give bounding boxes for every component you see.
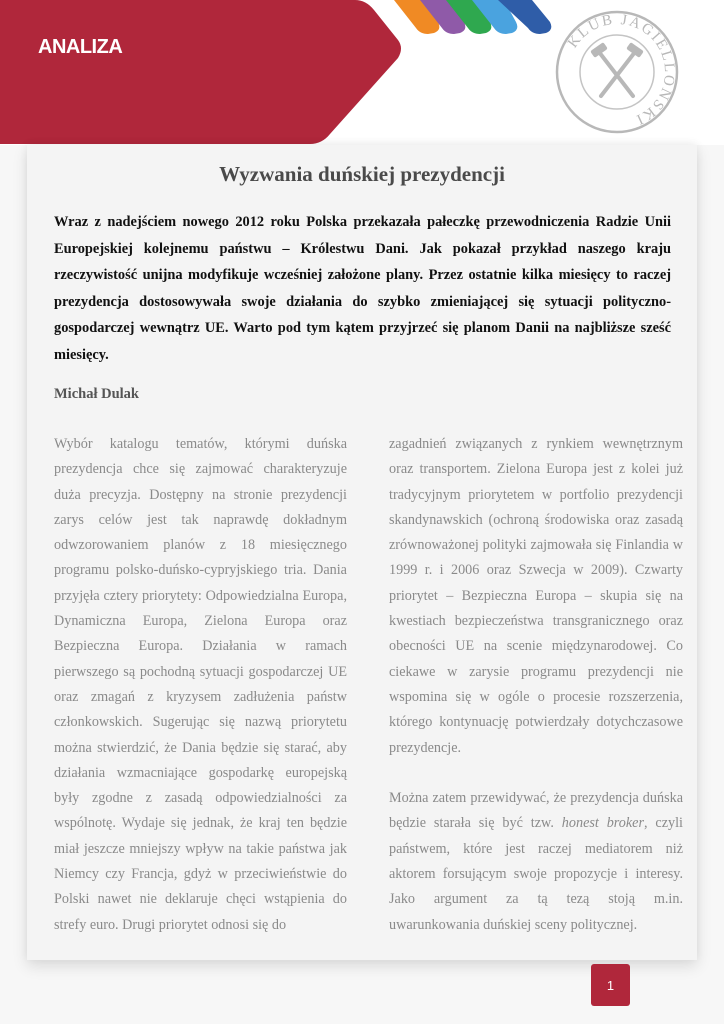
body-paragraph: zagadnień związanych z rynkiem wewnętrznym oraz transportem. Zielona Europa jest z kolei już tradycyjnym priorytetem w portfolio prezydencji skandynawskich (ochroną środowiska oraz zasadą zrównoważonej polityki zajmowała się Finlandia w 1999 r. i 2006 oraz Szwecja w 2009). Czwarty priorytet – Bezpieczna Europa – skupia się na kwestiach bezpieczeństwa transgranicznego oraz obecności UE na scenie międzynarodowej. Co ciekawe w zarysie programu prezydencji nie wspomina się w ogóle o procesie rozszerzenia, którego kontynuację potwierdzały dotychczasowe prezydencje.: [389, 436, 683, 756]
emphasis-honest-broker: honest broker: [561, 815, 644, 832]
klub-jagiellonski-logo: [553, 8, 681, 136]
page-number: 1: [591, 964, 630, 1006]
body-text: Można zatem przewidywać, że prezydencja duńska będzie starała się być tzw.: [389, 790, 683, 832]
body-text: , czyli państwem, które jest raczej mediatorem niż aktorem forsującym swoje propozycje i interesy. Jako argument za tą tezą stoją m.in. uwarunkowania duńskiej sceny politycznej.: [389, 815, 683, 933]
section-tab: [0, 0, 420, 146]
body-column-right: [389, 432, 683, 938]
article-author: Michał Dulak: [54, 386, 139, 402]
section-label: ANALIZA: [38, 36, 123, 58]
color-stripes: [390, 0, 560, 40]
article-title: Wyzwania duńskiej prezydencji: [219, 162, 505, 186]
body-column-left: [54, 432, 347, 938]
article-lead: Wraz z nadejściem nowego 2012 roku Polska przekazała pałeczkę przewodniczenia Radzie Unii Europejskiej kolejnemu państwu – Królestwu Dani. Jak pokazał przykład naszego kraju rzeczywistość unijna modyfikuje wcześniej założone plany. Przez ostatnie kilka miesięcy to raczej prezydencja dostosowywała swoje działania do szybko zmieniającej się sytuacji polityczno-gospodarczej wewnątrz UE. Warto pod tym kątem przyjrzeć się planom Danii na najbliższe sześć miesięcy.: [54, 214, 671, 363]
body-paragraph: [389, 786, 683, 938]
body-paragraph: Wybór katalogu tematów, którymi duńska prezydencja chce się zajmować charakteryzuje duża precyzja. Dostępny na stronie prezydencji zarys celów jest tak naprawdę dokładnym odwzorowaniem planów z 18 miesięcznego programu polsko-duńsko-cypryjskiego tria. Dania przyjęła cztery priorytety: Odpowiedzialna Europa, Dynamiczna Europa, Zielona Europa oraz Bezpieczna Europa. Działania w ramach pierwszego są pochodną sytuacji gospodarczej UE oraz zmagań z kryzysem zadłużenia państw członkowskich. Sugerując się nazwą priorytetu można stwierdzić, że Dania będzie się starać, aby działania wzmacniające gospodarkę europejską były zgodne z zasadą odpowiedzialności za wspólnotę. Wydaje się jednak, że kraj ten będzie miał jeszcze mniejszy wpływ na takie państwa jak Niemcy czy Francja, gdyż w przeciwieństwie do Polski nawet nie deklaruje chęci wstąpienia do strefy euro. Drugi priorytet odnosi się do: [54, 436, 347, 933]
svg-text:KLUB JAGIELLOŃSKI: KLUB JAGIELLOŃSKI: [564, 11, 678, 128]
